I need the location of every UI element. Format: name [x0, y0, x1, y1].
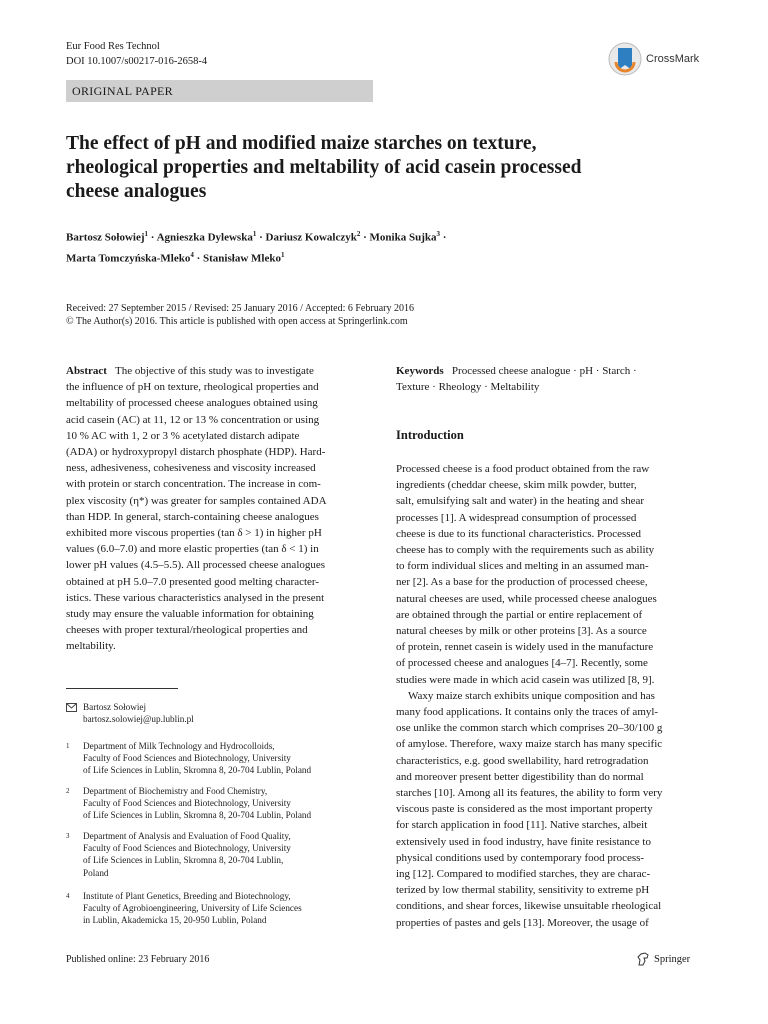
- crossmark-label: CrossMark: [646, 53, 700, 65]
- keywords-line: Texture · Rheology · Meltability: [396, 381, 540, 394]
- affiliation-line: Faculty of Agrobioengineering, University of Life Sciences: [83, 903, 302, 914]
- intro-line: many food applications. It contains only the traces of amyl-: [396, 706, 659, 719]
- intro-line: terized by low thermal stability, sensitivity to extreme pH: [396, 884, 650, 897]
- correspondence: [66, 701, 376, 727]
- affiliation-number: 3: [66, 832, 70, 840]
- title-line: The effect of pH and modified maize starches on texture,: [66, 133, 537, 154]
- affiliation-number: 1: [66, 742, 70, 750]
- author-name[interactable]: Marta Tomczyńska-Mleko: [66, 252, 191, 265]
- abstract: [66, 363, 374, 655]
- intro-line: characteristics, e.g. good swellability, hard retrogradation: [396, 754, 649, 767]
- abstract-line: meltability.: [66, 640, 116, 653]
- affiliation-line: Department of Biochemistry and Food Chemistry,: [83, 786, 268, 796]
- author-name[interactable]: Dariusz Kowalczyk: [265, 231, 357, 244]
- intro-line: cheese has to comply with the requirements such as ability: [396, 544, 655, 557]
- intro-line: natural cheeses by milk or other proteins [3]. As a source: [396, 625, 647, 638]
- abstract-line: than HDP. In general, starch-containing cheese analogues: [66, 510, 319, 523]
- doi[interactable]: DOI 10.1007/s00217-016-2658-4: [66, 56, 208, 67]
- intro-line: starches [10]. Among all its features, the ability to form very: [396, 787, 663, 800]
- journal-name: Eur Food Res Technol: [66, 41, 160, 52]
- intro-line: conditions, and shear forces, likewise unsuitable rheological: [396, 900, 662, 913]
- keywords: [396, 363, 702, 395]
- footnote-rule: [66, 688, 178, 689]
- author-affil: 1: [280, 250, 285, 259]
- envelope-icon: [66, 703, 77, 712]
- affiliation: [66, 785, 376, 823]
- affiliation-line: Institute of Plant Genetics, Breeding and Biotechnology,: [83, 891, 291, 901]
- author-list: Bartosz Sołowiej$^1$ · Agnieszka Dylewska$^1$ · Dariusz Kowalczyk$^2$ · Monika Sujka$^3$ · Marta Tomczyńska-Mleko$^4$ · Stanisław Mleko$^1$: [66, 230, 447, 265]
- intro-line: Waxy maize starch exhibits unique composition and has: [408, 689, 655, 702]
- author-affil: 1: [252, 230, 257, 238]
- author-name[interactable]: Monika Sujka: [369, 231, 437, 244]
- affiliation-line: Department of Analysis and Evaluation of Food Quality,: [83, 831, 291, 841]
- intro-line: physical conditions used by contemporary food process-: [396, 851, 645, 864]
- affiliation: [66, 890, 376, 928]
- article-history: [66, 302, 686, 328]
- abstract-line: with protein or starch concentration. The increase in com-: [66, 478, 321, 491]
- paper-title: [66, 132, 686, 204]
- intro-line: ingredients (cheddar cheese, skim milk powder, butter,: [396, 479, 637, 492]
- affiliation-line: Faculty of Food Sciences and Biotechnology, University: [83, 843, 291, 854]
- affiliation: [66, 740, 376, 778]
- abstract-line: study may ensure the valuable information for obtaining: [66, 608, 314, 621]
- intro-line: studies were made in which acid casein was utilized [8, 9].: [396, 673, 655, 686]
- intro-line: to form individual slices and melting in an assumed man-: [396, 560, 649, 573]
- crossmark-badge[interactable]: [608, 40, 699, 78]
- title-line: rheological properties and meltability of acid casein processed: [66, 157, 582, 178]
- email-link[interactable]: bartosz.solowiej@up.lublin.pl: [83, 714, 194, 725]
- springer-horse-icon: [636, 952, 650, 966]
- affiliation-line: in Lublin, Akademicka 15, 20-950 Lublin, Poland: [83, 915, 267, 926]
- affiliation-line: Poland: [83, 867, 109, 878]
- keywords-line: Processed cheese analogue · pH · Starch ·: [451, 365, 637, 377]
- affiliation-line: of Life Sciences in Lublin, Skromna 8, 20-704 Lublin,: [83, 855, 284, 866]
- abstract-line: exhibited more viscous properties (tan δ > 1) in higher pH: [66, 527, 322, 540]
- introduction-heading: Introduction: [396, 428, 464, 442]
- affiliation-line: of Life Sciences in Lublin, Skromna 8, 20-704 Lublin, Poland: [83, 810, 312, 821]
- intro-line: and moreover present better digestibility than do normal: [396, 770, 644, 783]
- affiliation-number: 4: [66, 892, 70, 900]
- license-note: © The Author(s) 2016. This article is published with open access at Springerlink.com: [66, 316, 408, 327]
- intro-line: of protein, rennet casein is widely used in the manufacture: [396, 641, 654, 654]
- author-name[interactable]: Stanisław Mleko: [203, 252, 281, 265]
- abstract-line: the influence of pH on texture, rheological properties and: [66, 381, 319, 394]
- article-type-banner: ORIGINAL PAPER: [66, 80, 373, 102]
- intro-line: ing [12]. Compared to modified starches, they are charac-: [396, 868, 651, 881]
- abstract-line: ness, adhesiveness, cohesiveness and viscosity increased: [66, 462, 316, 475]
- intro-line: of amylose. Therefore, waxy maize starch has many specific: [396, 738, 663, 751]
- abstract-line: acid casein (AC) at 11, 12 or 13 % concentration or using: [66, 413, 320, 426]
- intro-line: ner [2]. As a base for the production of processed cheese,: [396, 576, 648, 589]
- author-name[interactable]: Bartosz Sołowiej: [66, 231, 145, 244]
- abstract-line: obtained at pH 5.0–7.0 presented good melting character-: [66, 575, 319, 588]
- intro-line: for starch application in food [11]. Native starches, albeit: [396, 819, 648, 832]
- author-affil: 1: [144, 230, 149, 238]
- intro-line: are obtained through the partial or entire replacement of: [396, 608, 643, 621]
- abstract-line: 10 % AC with 1, 2 or 3 % acetylated distarch adipate: [66, 429, 300, 442]
- affiliation-line: of Life Sciences in Lublin, Skromna 8, 20-704 Lublin, Poland: [83, 765, 312, 776]
- title-line: cheese analogues: [66, 181, 207, 202]
- author-name[interactable]: Agnieszka Dylewska: [156, 231, 253, 244]
- corresponding-author: Bartosz Sołowiej: [83, 702, 147, 712]
- published-date: Published online: 23 February 2016: [66, 954, 210, 965]
- introduction-body: [396, 461, 702, 931]
- keywords-heading: Keywords: [396, 365, 444, 377]
- author-affil: 2: [356, 230, 361, 238]
- history-dates: Received: 27 September 2015 / Revised: 25 January 2016 / Accepted: 6 February 2016: [66, 303, 414, 314]
- crossmark-icon: [608, 40, 642, 78]
- abstract-line: The objective of this study was to investigate: [115, 365, 314, 377]
- publisher-name: Springer: [654, 953, 691, 965]
- intro-line: natural cheeses are used, while processed cheese analogues: [396, 592, 657, 605]
- intro-line: of processed cheese and analogues [4–7]. Recently, some: [396, 657, 648, 670]
- affiliation-line: Faculty of Food Sciences and Biotechnology, University: [83, 753, 291, 764]
- intro-line: extensively used in food industry, have finite resistance to: [396, 835, 651, 848]
- affiliation-line: Faculty of Food Sciences and Biotechnology, University: [83, 798, 291, 809]
- intro-line: cheese is due to its functional characteristics. Processed: [396, 527, 641, 540]
- abstract-heading: Abstract: [66, 365, 107, 377]
- abstract-line: lower pH values (4.5–5.5). All processed cheese analogues: [66, 559, 326, 572]
- abstract-line: (ADA) or hydroxypropyl distarch phosphate (HDP). Hard-: [66, 446, 326, 459]
- affiliation: [66, 830, 376, 880]
- affiliation-line: Department of Milk Technology and Hydrocolloids,: [83, 741, 275, 751]
- intro-line: processes [1]. A widespread consumption of processed: [396, 511, 637, 524]
- author-affil: 3: [436, 230, 440, 238]
- author-affil: 4: [190, 250, 194, 259]
- abstract-line: values (6.0–7.0) and more elastic properties (tan δ < 1) in: [66, 543, 319, 556]
- intro-line: viscous paste is considered as the most important property: [396, 803, 653, 816]
- abstract-line: istics. These various characteristics analysed in the present: [66, 591, 325, 604]
- intro-line: properties of pastes and gels [13]. Moreover, the usage of: [396, 916, 649, 929]
- abstract-line: cheeses with proper textural/rheological properties and: [66, 624, 308, 637]
- springer-logo: [636, 952, 690, 966]
- affiliation-number: 2: [66, 787, 70, 795]
- intro-line: Processed cheese is a food product obtained from the raw: [396, 463, 650, 475]
- abstract-line: plex viscosity (η*) was greater for samples contained ADA: [66, 494, 327, 507]
- intro-line: salt, emulsifying salt and water) in the heating and shear: [396, 495, 645, 508]
- abstract-line: meltability of processed cheese analogues obtained using: [66, 397, 318, 410]
- intro-line: ose unlike the common starch which comprises 20–30/100 g: [396, 722, 663, 735]
